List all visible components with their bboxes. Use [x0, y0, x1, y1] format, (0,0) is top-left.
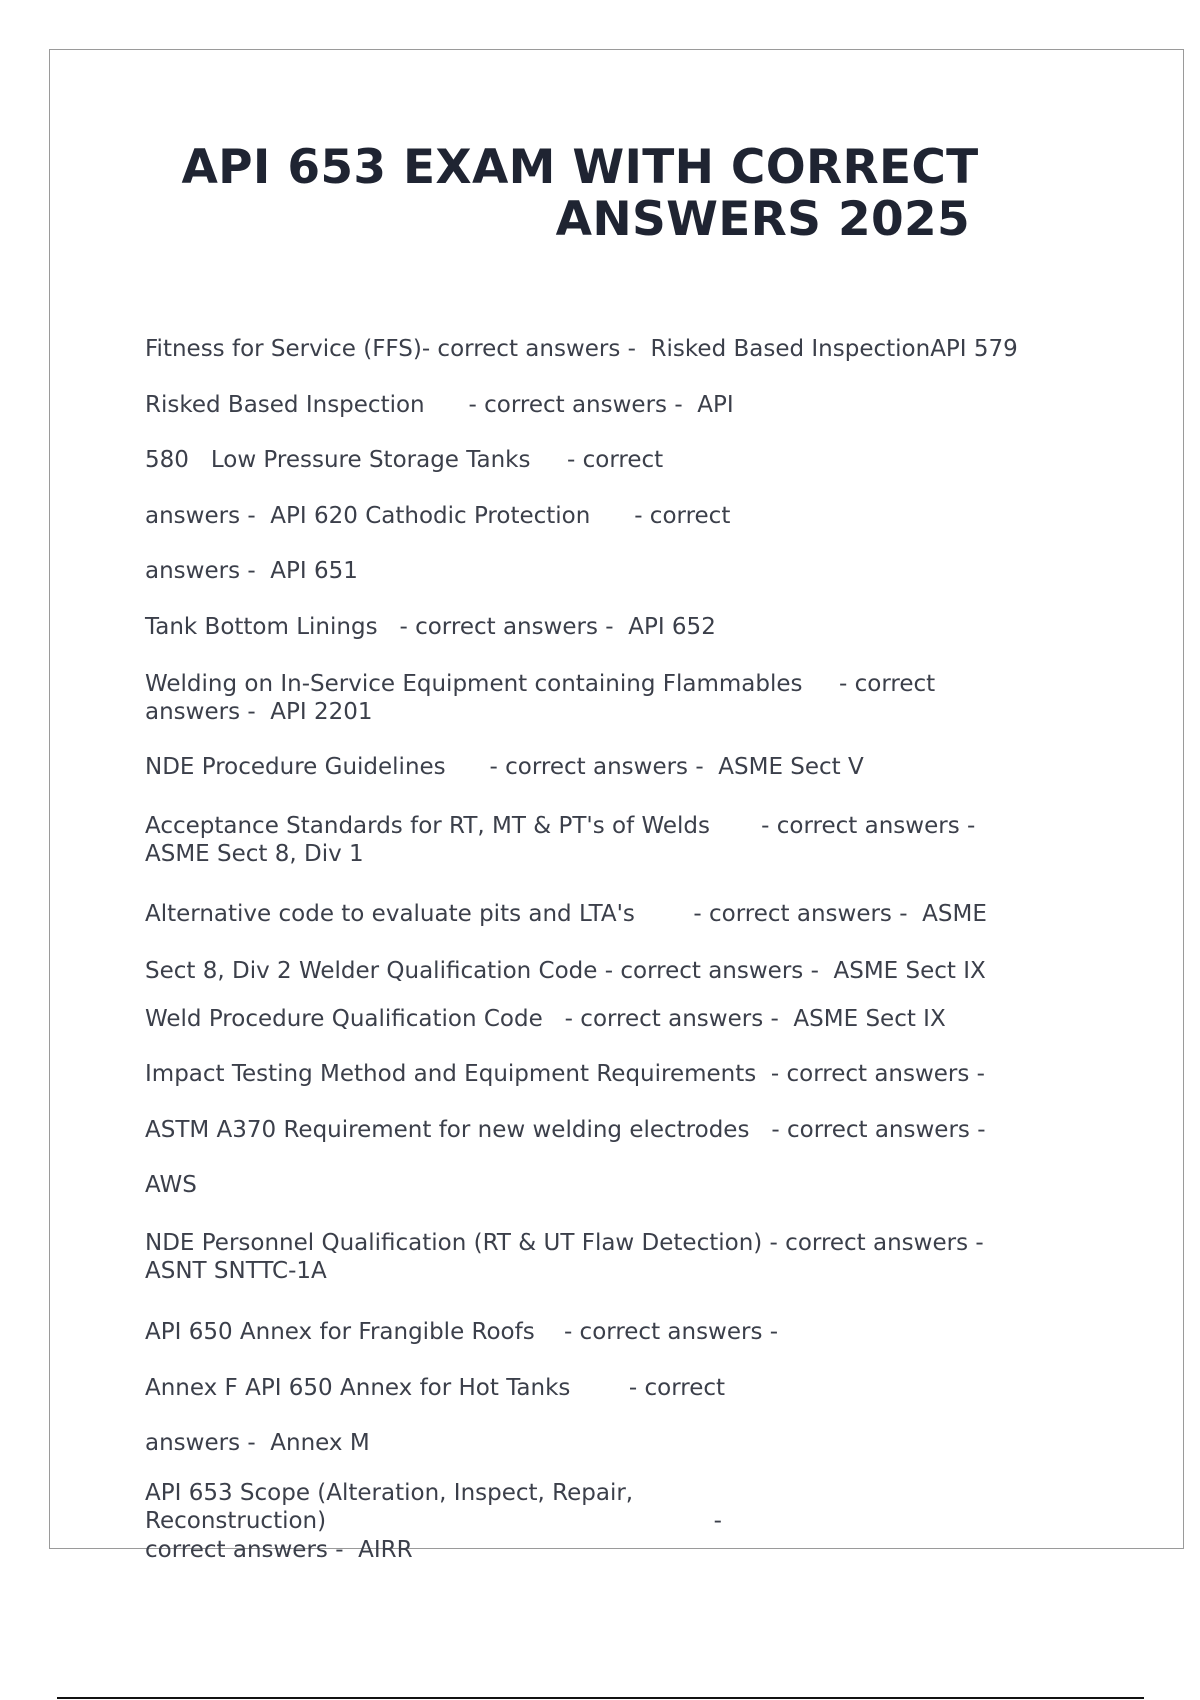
qa-line: Weld Procedure Qualification Code - correct answers - ASME Sect IX	[145, 1006, 946, 1032]
qa-line: Welding on In-Service Equipment containing Flammables - correct	[145, 671, 936, 697]
qa-line: API 653 Scope (Alteration, Inspect, Repair,	[145, 1480, 634, 1506]
document-title	[160, 142, 1000, 246]
qa-line: AWS	[145, 1172, 197, 1198]
qa-line: Alternative code to evaluate pits and LTA's - correct answers - ASME	[145, 901, 987, 927]
qa-line: API 650 Annex for Frangible Roofs - correct answers -	[145, 1319, 779, 1345]
qa-line: answers - Annex M	[145, 1430, 370, 1456]
qa-line: correct answers - AIRR	[145, 1537, 413, 1563]
qa-line: Reconstruction) -	[145, 1508, 722, 1534]
qa-line: NDE Personnel Qualification (RT & UT Flaw Detection) - correct answers -	[145, 1230, 984, 1256]
qa-line: answers - API 651	[145, 558, 358, 584]
title-line-2: ANSWERS 2025	[555, 192, 970, 247]
qa-line: Impact Testing Method and Equipment Requirements - correct answers -	[145, 1061, 985, 1087]
qa-line: Fitness for Service (FFS)- correct answers - Risked Based InspectionAPI 579	[145, 336, 1018, 362]
qa-line: answers - API 2201	[145, 699, 373, 725]
qa-line: Tank Bottom Linings - correct answers - API 652	[145, 614, 716, 640]
qa-line: ASTM A370 Requirement for new welding electrodes - correct answers -	[145, 1117, 986, 1143]
qa-line: Annex F API 650 Annex for Hot Tanks - correct	[145, 1375, 726, 1401]
qa-line: Risked Based Inspection - correct answers - API	[145, 392, 734, 418]
title-line-1: API 653 EXAM WITH CORRECT	[181, 140, 979, 195]
qa-line: Acceptance Standards for RT, MT & PT's of Welds - correct answers -	[145, 813, 976, 839]
qa-line: ASME Sect 8, Div 1	[145, 841, 364, 867]
bottom-rule	[57, 1697, 1144, 1699]
qa-line: answers - API 620 Cathodic Protection - correct	[145, 503, 731, 529]
qa-line: 580 Low Pressure Storage Tanks - correct	[145, 447, 664, 473]
qa-line: NDE Procedure Guidelines - correct answers - ASME Sect V	[145, 754, 864, 780]
qa-line: ASNT SNTTC-1A	[145, 1258, 327, 1284]
qa-line: Sect 8, Div 2 Welder Qualification Code - correct answers - ASME Sect IX	[145, 958, 986, 984]
